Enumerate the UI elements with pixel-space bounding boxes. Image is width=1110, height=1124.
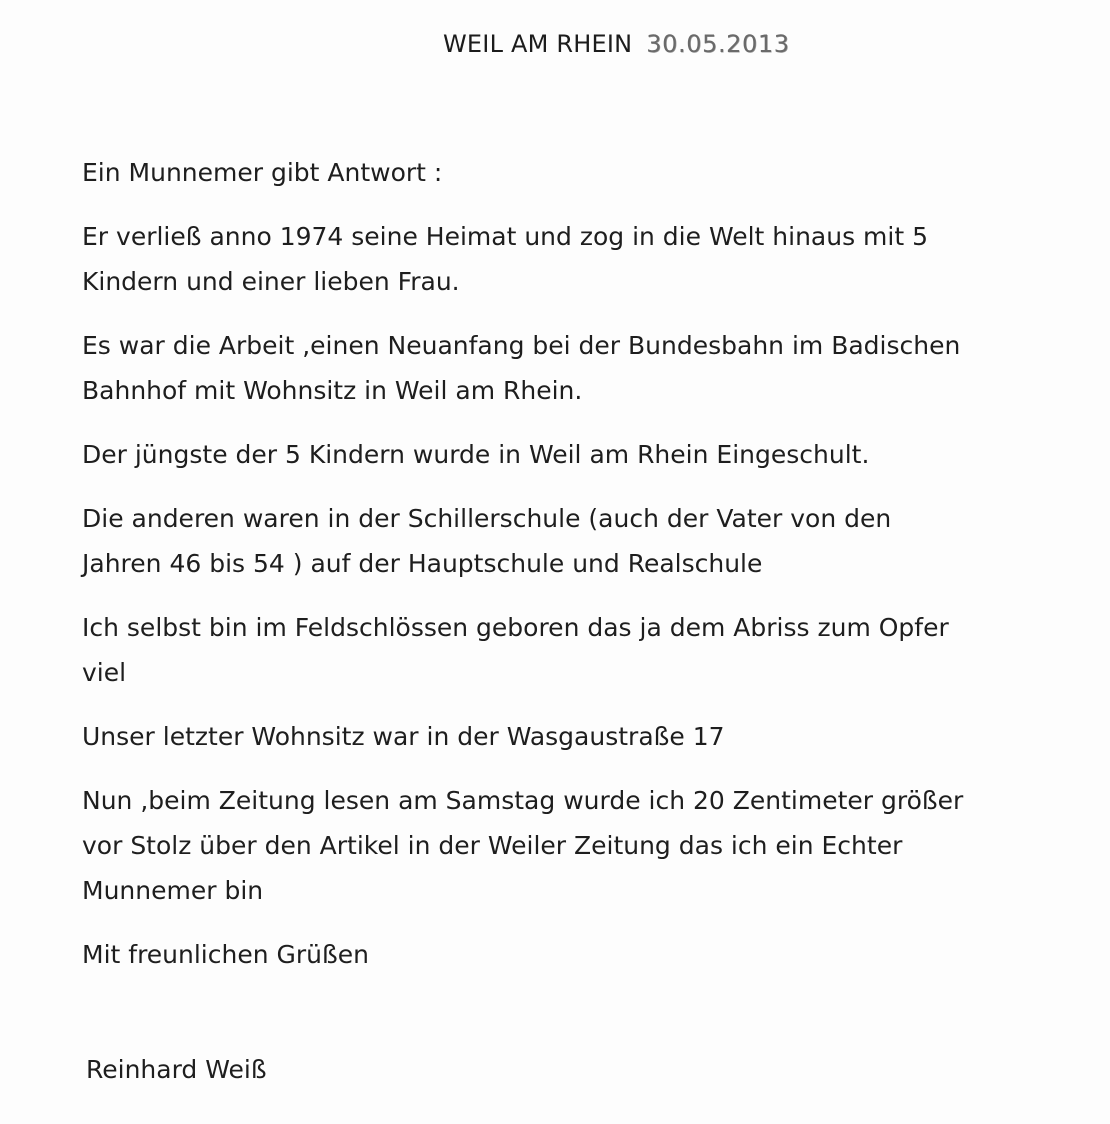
header-place: WEIL AM RHEIN — [443, 30, 633, 58]
paragraph-2 — [82, 323, 1002, 413]
paragraph-3 — [82, 432, 1002, 477]
paragraph-line: Ich selbst bin im Feldschlössen geboren das ja dem Abriss zum Opfer — [82, 613, 949, 642]
paragraph-line: vor Stolz über den Artikel in der Weiler Zeitung das ich ein Echter — [82, 831, 903, 860]
paragraph-line: Unser letzter Wohnsitz war in der Wasgaustraße 17 — [82, 722, 725, 751]
paragraph-line: Jahren 46 bis 54 ) auf der Hauptschule und Realschule — [82, 549, 763, 578]
header-date: 30.05.2013 — [646, 30, 790, 58]
closing: Mit freunlichen Grüßen — [82, 940, 369, 969]
paragraph-line: Der jüngste der 5 Kindern wurde in Weil am Rhein Eingeschult. — [82, 440, 870, 469]
paragraph-7 — [82, 778, 1002, 913]
paragraph-line: Nun ,beim Zeitung lesen am Samstag wurde ich 20 Zentimeter größer — [82, 786, 964, 815]
paragraph-line: Bahnhof mit Wohnsitz in Weil am Rhein. — [82, 376, 583, 405]
signature: Reinhard Weiß — [86, 1055, 267, 1084]
salutation: Ein Munnemer gibt Antwort : — [82, 158, 443, 187]
paragraph-line: viel — [82, 658, 127, 687]
paragraph-line: Die anderen waren in der Schillerschule (auch der Vater von den — [82, 504, 892, 533]
paragraph-line: Es war die Arbeit ,einen Neuanfang bei der Bundesbahn im Badischen — [82, 331, 961, 360]
paragraph-line: Er verließ anno 1974 seine Heimat und zog in die Welt hinaus mit 5 — [82, 222, 929, 251]
paragraph-1 — [82, 214, 1002, 304]
paragraph-6 — [82, 714, 1002, 759]
paragraph-line: Munnemer bin — [82, 876, 264, 905]
paragraph-5 — [82, 605, 1002, 695]
letter-body — [82, 150, 1002, 977]
paragraph-line: Kindern und einer lieben Frau. — [82, 267, 460, 296]
paragraph-4 — [82, 496, 1002, 586]
letter-header — [443, 30, 790, 58]
